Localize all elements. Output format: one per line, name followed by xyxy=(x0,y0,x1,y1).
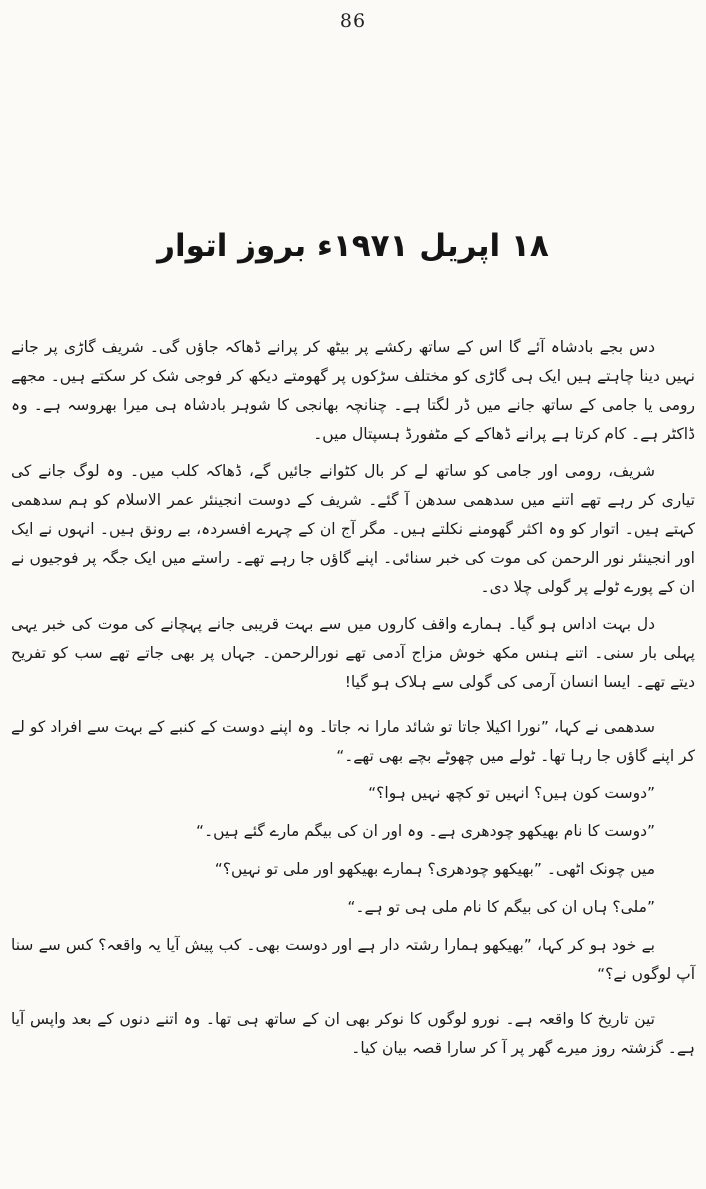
paragraph: شریف، رومی اور جامی کو ساتھ لے کر بال کٹوانے جائیں گے، ڈھاکہ کلب میں۔ وہ لوگ جانے کی تیاری کر رہے تھے اتنے میں سدھمی سدھن آ گئے۔ شریف کے دوست انجینئر عمر الاسلام کو ہم سدھمی کہتے ہیں۔ اتوار کو وہ اکثر گھومنے نکلتے ہیں۔ مگر آج ان کے چہرے افسردہ، بے رونق ہیں۔ انہوں نے ایک اور انجینئر نور الرحمن کی موت کی خبر سنائی۔ اپنے گاؤں جا رہے تھے۔ راستے میں ایک جگہ پر فوجیوں نے ان کے پورے ٹولے پر گولی چلا دی۔ xyxy=(11,462,695,596)
dialogue-line: میں چونک اٹھی۔ ”بھیکھو چودھری؟ ہمارے بھیکھو اور ملی تو نہیں؟“ xyxy=(214,860,655,878)
dialogue-line: ”دوست کا نام بھیکھو چودھری ہے۔ وہ اور ان کی بیگم مارے گئے ہیں۔“ xyxy=(196,822,655,840)
dialogue-line: ”ملی؟ ہاں ان کی بیگم کا نام ملی ہی تو ہے۔“ xyxy=(347,898,655,916)
paragraph: سدھمی نے کہا، ”نورا اکیلا جاتا تو شائد مارا نہ جاتا۔ وہ اپنے دوست کے کنبے کے بہت سے افراد کو لے کر اپنے گاؤں جا رہا تھا۔ ٹولے میں چھوٹے بچے بھی تھے۔“ xyxy=(11,718,695,765)
paragraph: دس بجے بادشاہ آئے گا اس کے ساتھ رکشے پر بیٹھ کر پرانے ڈھاکہ جاؤں گی۔ شریف گاڑی پر جانے نہیں دینا چاہتے ہیں ایک ہی گاڑی کو مختلف سڑکوں پر گھومتے دیکھ کر فوجی شک کر سکتے ہیں۔ مجھے رومی یا جامی کے ساتھ جانے میں ڈر لگتا ہے۔ چنانچہ بھانجی کا شوہر بادشاہ ہی میرا بھروسہ ہے۔ وہ ڈاکٹر ہے۔ کام کرتا ہے پرانے ڈھاکے کے مٹفورڈ ہسپتال میں۔ xyxy=(11,338,695,443)
date-heading: ۱۸ اپریل ۱۹۷۱ء بروز اتوار xyxy=(157,228,549,264)
body-text xyxy=(11,333,695,1071)
paragraph: بے خود ہو کر کہا، ”بھیکھو ہمارا رشتہ دار ہے اور دوست بھی۔ کب پیش آیا یہ واقعہ؟ کس سے سنا آپ لوگوں نے؟“ xyxy=(11,936,695,983)
paragraph: دل بہت اداس ہو گیا۔ ہمارے واقف کاروں میں سے بہت قریبی جانے پہچانے کی موت کی خبر یہی پہلی بار سنی۔ اتنے ہنس مکھ خوش مزاج آدمی تھے نورالرحمن۔ جہاں پر بھی جاتے تھے سب کو تفریح دیتے تھے۔ ایسا انسان آرمی کی گولی سے ہلاک ہو گیا! xyxy=(11,615,695,691)
dialogue-line: ”دوست کون ہیں؟ انہیں تو کچھ نہیں ہوا؟“ xyxy=(368,784,655,802)
paragraph: تین تاریخ کا واقعہ ہے۔ نورو لوگوں کا نوکر بھی ان کے ساتھ ہی تھا۔ وہ اتنے دنوں کے بعد واپس آیا ہے۔ گزشتہ روز میرے گھر پر آ کر سارا قصہ بیان کیا۔ xyxy=(11,1010,695,1057)
page-number: 86 xyxy=(339,10,367,32)
